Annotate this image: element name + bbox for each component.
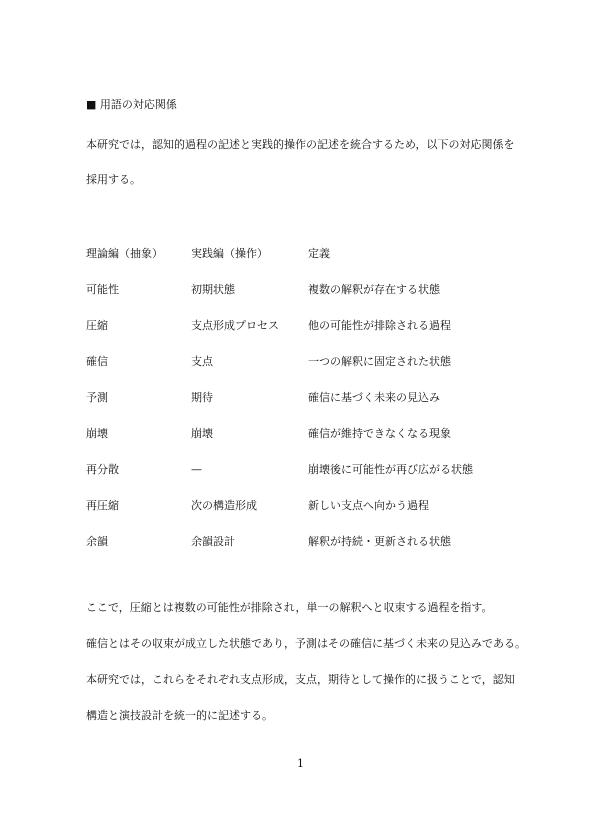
theory-term: 再分散	[86, 463, 119, 476]
theory-term: 予測	[86, 391, 108, 404]
practice-term: —	[191, 463, 202, 476]
body-line: ここで，圧縮とは複数の可能性が排除され，単一の解釈へと収束する過程を指す。	[86, 601, 493, 614]
intro-line: 本研究では，認知的過程の記述と実践的操作の記述を統合するため，以下の対応関係を	[86, 138, 515, 151]
theory-term: 可能性	[86, 283, 119, 296]
definition: 複数の解釈が存在する状態	[308, 283, 440, 296]
header-practice: 実践編（操作）	[191, 247, 268, 260]
header-definition: 定義	[308, 247, 330, 260]
body-line: 確信とはその収束が成立した状態であり，予測はその確信に基づく未来の見込みである。	[86, 637, 526, 650]
definition: 新しい支点へ向かう過程	[308, 499, 429, 512]
theory-term: 再圧縮	[86, 499, 119, 512]
practice-term: 支点	[191, 355, 213, 368]
practice-term: 初期状態	[191, 283, 235, 296]
section-heading: ■ 用語の対応関係	[86, 98, 177, 111]
definition: 確信に基づく未来の見込み	[308, 391, 440, 404]
theory-term: 余韻	[86, 535, 108, 548]
definition: 崩壊後に可能性が再び広がる状態	[308, 463, 473, 476]
definition: 解釈が持続・更新される状態	[308, 535, 451, 548]
body-line: 本研究では，これらをそれぞれ支点形成，支点，期待として操作的に扱うことで，認知	[86, 673, 515, 686]
practice-term: 期待	[191, 391, 213, 404]
definition: 一つの解釈に固定された状態	[308, 355, 451, 368]
practice-term: 支点形成プロセス	[191, 319, 279, 332]
body-line: 構造と演技設計を統一的に記述する。	[86, 709, 273, 722]
practice-term: 次の構造形成	[191, 499, 257, 512]
header-theory: 理論編（抽象）	[86, 247, 163, 260]
practice-term: 余韻設計	[191, 535, 235, 548]
intro-line: 採用する。	[86, 173, 141, 186]
definition: 他の可能性が排除される過程	[308, 319, 451, 332]
definition: 確信が維持できなくなる現象	[308, 427, 451, 440]
theory-term: 確信	[86, 355, 108, 368]
theory-term: 崩壊	[86, 427, 108, 440]
page-number: 1	[297, 757, 304, 770]
practice-term: 崩壊	[191, 427, 213, 440]
theory-term: 圧縮	[86, 319, 108, 332]
